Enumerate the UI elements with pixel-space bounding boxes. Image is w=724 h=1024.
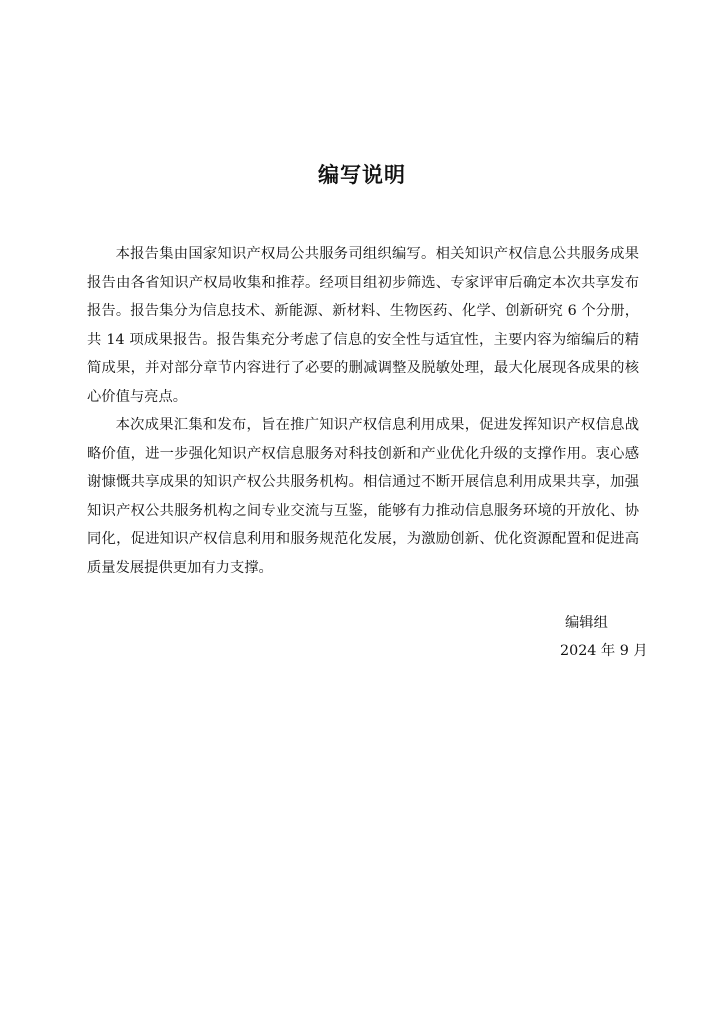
page-title: 编写说明 — [318, 163, 406, 187]
signature-author: 编辑组 — [565, 615, 608, 631]
signature-date: 2024 年 9 月 — [560, 643, 648, 659]
body-text — [87, 240, 639, 582]
paragraph-1: 本报告集由国家知识产权局公共服务司组织编写。相关知识产权信息公共服务成果报告由各省知识产权局收集和推荐。经项目组初步筛选、专家评审后确定本次共享发布报告。报告集分为信息技术、新能源、新材料、生物医药、化学、创新研究 6 个分册，共 14 项成果报告。报告集充分考虑了信息的安全性与适宜性，主要内容为缩编后的精简成果，并对部分章节内容进行了必要的删减调整及脱敏处理，最大化展现各成果的核心价值与亮点。 — [87, 246, 639, 405]
paragraph-2: 本次成果汇集和发布，旨在推广知识产权信息利用成果，促进发挥知识产权信息战略价值，进一步强化知识产权信息服务对科技创新和产业优化升级的支撑作用。衷心感谢慷慨共享成果的知识产权公共服务机构。相信通过不断开展信息利用成果共享，加强知识产权公共服务机构之间专业交流与互鉴，能够有力推动信息服务环境的开放化、协同化，促进知识产权信息利用和服务规范化发展，为激励创新、优化资源配置和促进高质量发展提供更加有力支撑。 — [87, 417, 639, 576]
